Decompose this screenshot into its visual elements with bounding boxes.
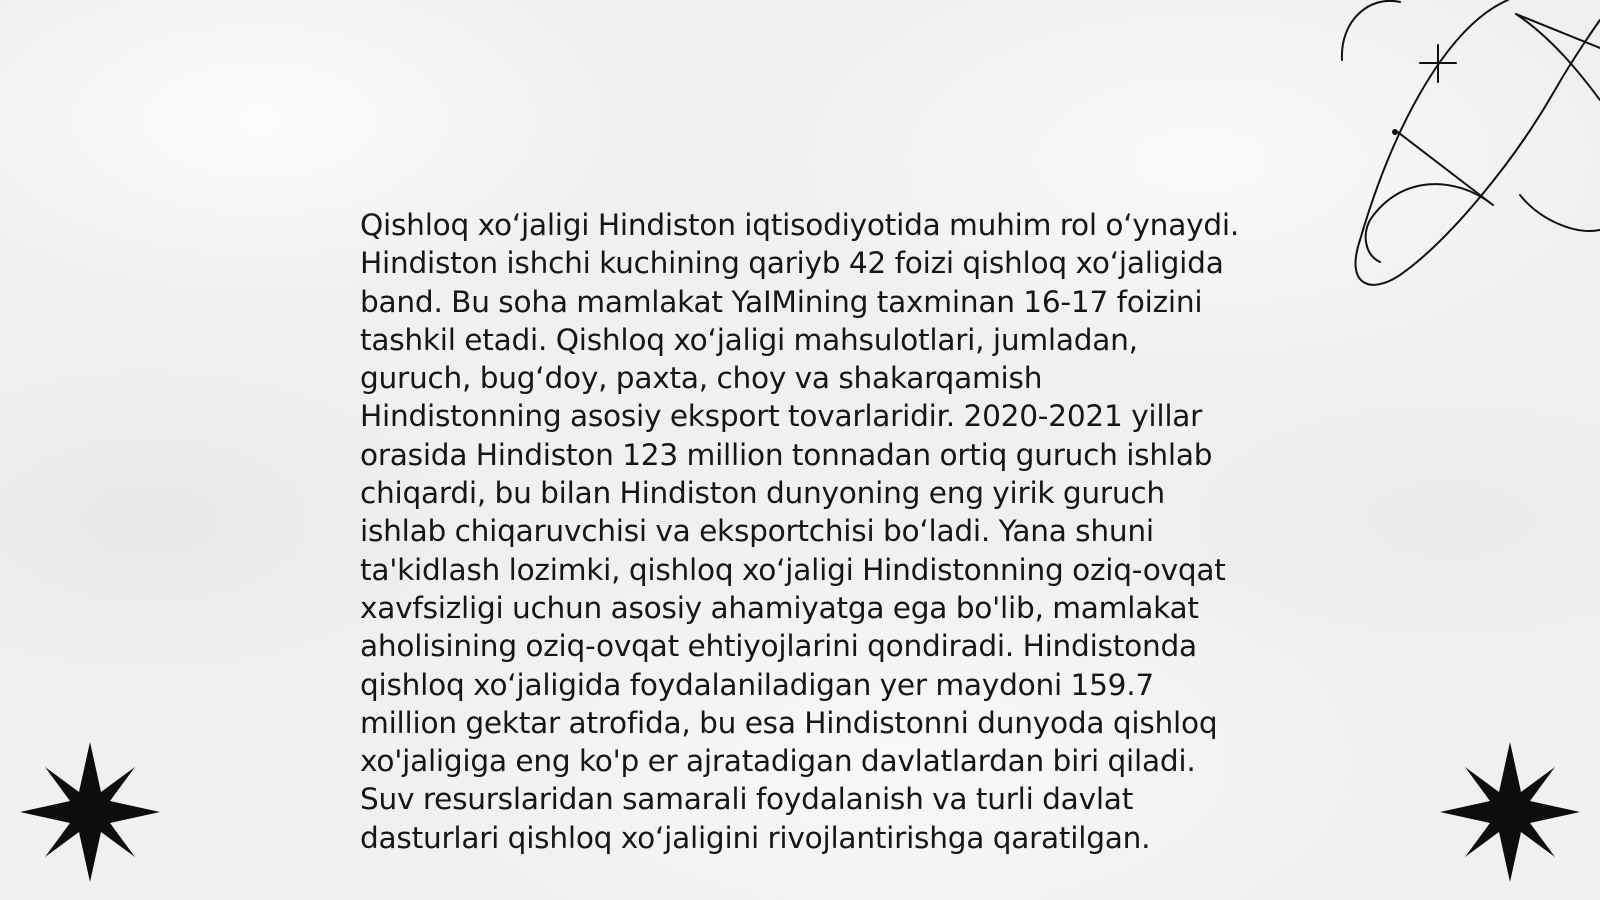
slide-body-text: Qishloq xoʻjaligi Hindiston iqtisodiyotida muhim rol oʻynaydi. Hindiston ishchi kuchining qariyb 42 foizi qishloq xoʻjaligida band. Bu soha mamlakat YaIMining taxminan 16-17 foizini tashkil etadi. Qishloq xoʻjaligi mahsulotlari, jumladan, guruch, bugʻdoy, paxta, choy va shakarqamish Hindistonning asosiy eksport tovarlaridir. 2020-2021 yillar orasida Hindiston 123 million tonnadan ortiq guruch ishlab chiqardi, bu bilan Hindiston dunyoning eng yirik guruch ishlab chiqaruvchisi va eksportchisi boʻladi. Yana shuni ta'kidlash lozimki, qishloq xoʻjaligi Hindistonning oziq-ovqat xavfsizligi uchun asosiy ahamiyatga ega bo'lib, mamlakat aholisining oziq-ovqat ehtiyojlarini qondiradi. Hindistonda qishloq xoʻjaligida foydalaniladigan yer maydoni 159.7 million gektar atrofida, bu esa Hindistonni dunyoda qishloq xo'jaligiga eng ko'p er ajratadigan davlatlardan biri qiladi. Suv resurslaridan samarali foydalanish va turli davlat dasturlari qishloq xoʻjaligini rivojlantirishga qaratilgan.	[360, 208, 1240, 855]
four-point-star-icon	[20, 742, 160, 882]
four-point-star-icon	[1440, 742, 1580, 882]
orbit-lines-icon	[1340, 0, 1600, 300]
